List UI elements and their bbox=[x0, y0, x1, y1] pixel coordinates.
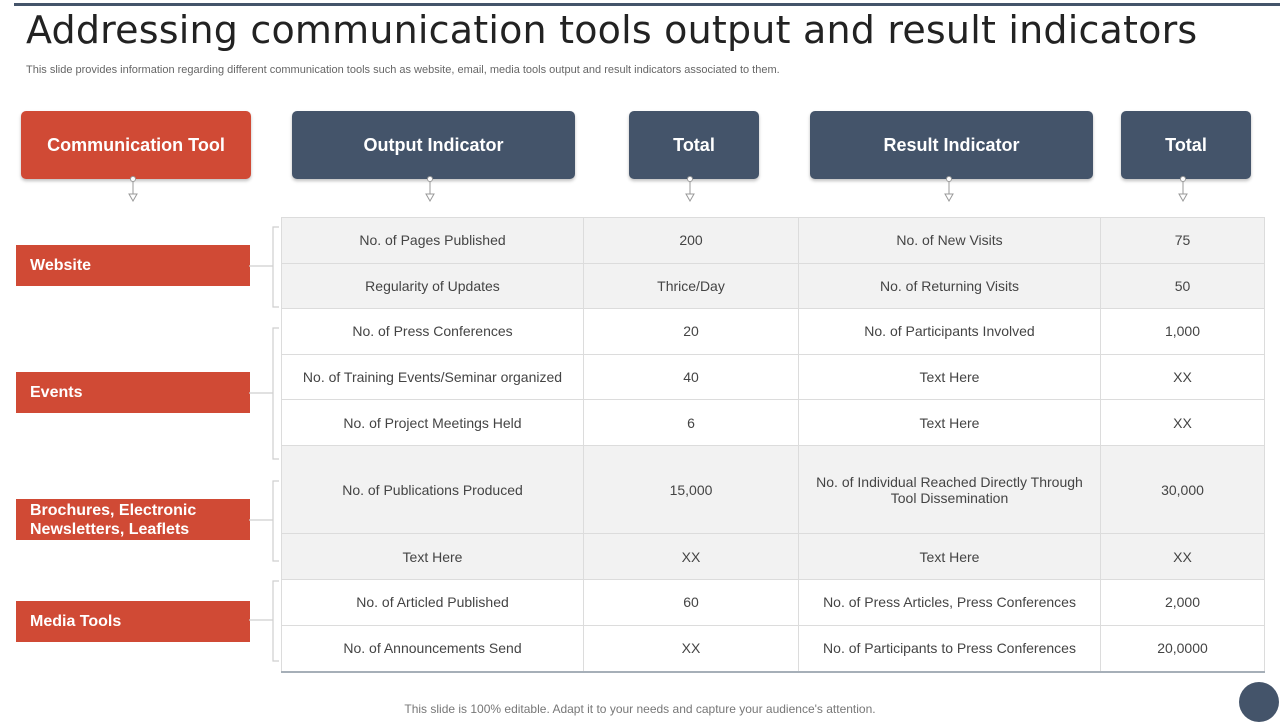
result-total-cell: 50 bbox=[1101, 263, 1265, 309]
output-total-cell: Thrice/Day bbox=[584, 263, 799, 309]
connector-arrow-icon bbox=[127, 176, 139, 204]
top-rule bbox=[14, 3, 1280, 6]
group-bracket bbox=[249, 226, 281, 308]
header-result-total: Total bbox=[1121, 111, 1251, 179]
result-total-cell: 75 bbox=[1101, 218, 1265, 264]
slide-subtitle: This slide provides information regarding different communication tools such as website, email, media tools output and result indicators associated to them. bbox=[26, 64, 780, 76]
output-indicator-cell: No. of Publications Produced bbox=[282, 445, 584, 533]
table-row bbox=[282, 400, 1265, 446]
result-total-cell: XX bbox=[1101, 400, 1265, 446]
result-indicator-cell: No. of New Visits bbox=[799, 218, 1101, 264]
output-indicator-cell: Regularity of Updates bbox=[282, 263, 584, 309]
output-total-cell: 15,000 bbox=[584, 445, 799, 533]
group-bracket bbox=[249, 327, 281, 460]
table-row bbox=[282, 263, 1265, 309]
result-total-cell: 20,0000 bbox=[1101, 625, 1265, 672]
tool-label-website: Website bbox=[16, 245, 250, 286]
result-indicator-cell: No. of Press Articles, Press Conferences bbox=[799, 579, 1101, 625]
connector-arrow-icon bbox=[943, 176, 955, 204]
output-indicator-cell: No. of Training Events/Seminar organized bbox=[282, 354, 584, 400]
group-bracket bbox=[249, 480, 281, 562]
output-total-cell: 20 bbox=[584, 309, 799, 355]
table-row bbox=[282, 309, 1265, 355]
slide-footer: This slide is 100% editable. Adapt it to your needs and capture your audience's attention. bbox=[404, 702, 876, 716]
page-indicator-circle bbox=[1239, 682, 1279, 722]
result-indicator-cell: No. of Participants to Press Conferences bbox=[799, 625, 1101, 672]
table-row bbox=[282, 534, 1265, 580]
slide-title: Addressing communication tools output and result indicators bbox=[26, 8, 1198, 52]
group-bracket bbox=[249, 580, 281, 662]
indicators-table bbox=[281, 217, 1265, 673]
output-indicator-cell: No. of Articled Published bbox=[282, 579, 584, 625]
connector-arrow-icon bbox=[1177, 176, 1189, 204]
tool-label-media-tools: Media Tools bbox=[16, 601, 250, 642]
table-row bbox=[282, 579, 1265, 625]
output-indicator-cell: No. of Project Meetings Held bbox=[282, 400, 584, 446]
result-indicator-cell: Text Here bbox=[799, 354, 1101, 400]
result-indicator-cell: Text Here bbox=[799, 400, 1101, 446]
result-total-cell: 30,000 bbox=[1101, 445, 1265, 533]
output-total-cell: 40 bbox=[584, 354, 799, 400]
output-indicator-cell: No. of Press Conferences bbox=[282, 309, 584, 355]
connector-arrow-icon bbox=[684, 176, 696, 204]
header-communication-tool: Communication Tool bbox=[21, 111, 251, 179]
table-row bbox=[282, 354, 1265, 400]
output-total-cell: 60 bbox=[584, 579, 799, 625]
output-indicator-cell: No. of Pages Published bbox=[282, 218, 584, 264]
connector-arrow-icon bbox=[424, 176, 436, 204]
result-indicator-cell: No. of Participants Involved bbox=[799, 309, 1101, 355]
result-indicator-cell: No. of Returning Visits bbox=[799, 263, 1101, 309]
output-total-cell: 6 bbox=[584, 400, 799, 446]
output-total-cell: XX bbox=[584, 625, 799, 672]
result-total-cell: XX bbox=[1101, 534, 1265, 580]
table-row bbox=[282, 625, 1265, 672]
header-output-indicator: Output Indicator bbox=[292, 111, 575, 179]
header-result-indicator: Result Indicator bbox=[810, 111, 1093, 179]
table-row bbox=[282, 218, 1265, 264]
tool-label-events: Events bbox=[16, 372, 250, 413]
header-output-total: Total bbox=[629, 111, 759, 179]
result-total-cell: 1,000 bbox=[1101, 309, 1265, 355]
result-total-cell: XX bbox=[1101, 354, 1265, 400]
table-row bbox=[282, 445, 1265, 533]
result-total-cell: 2,000 bbox=[1101, 579, 1265, 625]
tool-label-brochures: Brochures, Electronic Newsletters, Leaflets bbox=[16, 499, 250, 540]
output-total-cell: 200 bbox=[584, 218, 799, 264]
output-total-cell: XX bbox=[584, 534, 799, 580]
result-indicator-cell: No. of Individual Reached Directly Through Tool Dissemination bbox=[799, 445, 1101, 533]
result-indicator-cell: Text Here bbox=[799, 534, 1101, 580]
output-indicator-cell: No. of Announcements Send bbox=[282, 625, 584, 672]
output-indicator-cell: Text Here bbox=[282, 534, 584, 580]
